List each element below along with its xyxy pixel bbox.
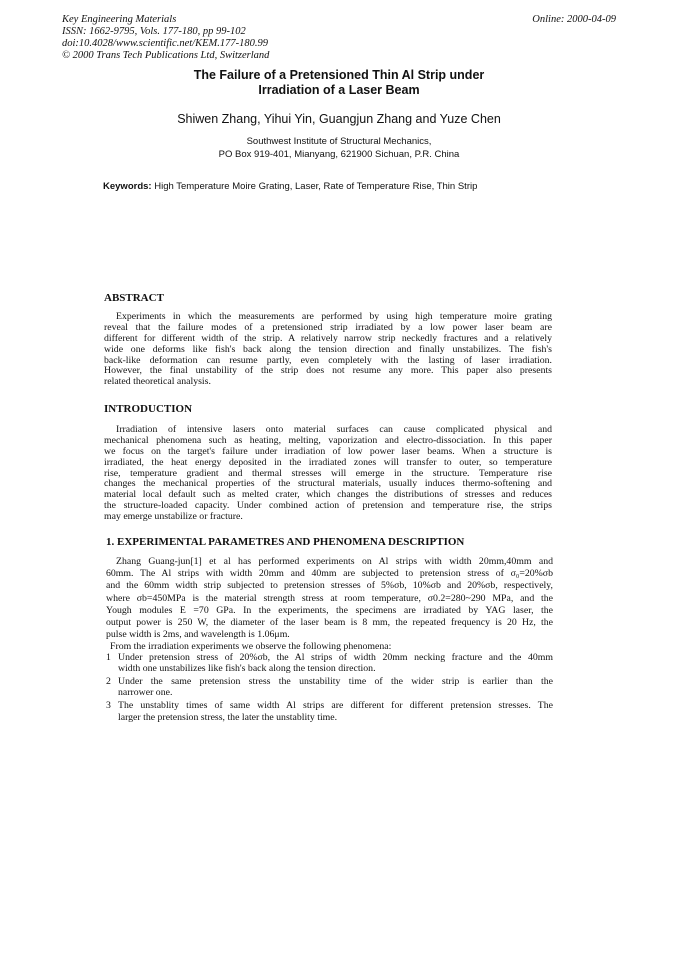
abstract-line: Experiments in which the measurements are performed by using high temperature moire grating <box>116 311 552 322</box>
introduction-heading: INTRODUCTION <box>104 403 193 415</box>
phenomenon-item-1-cont: width one unstabilizes like fish's back along the tension direction. <box>118 663 376 675</box>
keywords-text: High Temperature Moire Grating, Laser, Rate of Temperature Rise, Thin Strip <box>154 181 478 192</box>
abstract-line: different for different width of the strip. A relatively narrow strip neckedly fractures and a relatively <box>104 332 552 344</box>
section-1-line: 60mm. The Al strips with width 20mm and 40mm are subjected to pretension stress of σ₀=20%σb <box>106 568 553 580</box>
section-1-line: pulse width is 2ms, and wavelength is 1.06μm. <box>106 629 290 641</box>
title-line-1: The Failure of a Pretensioned Thin Al Strip under <box>193 68 485 82</box>
abstract-line: back-like deformation can resume partly, even completely with the lasting of laser irradiation. <box>104 354 552 366</box>
introduction-line: material local default such as melted crater, which changes the distributions of stresses and reduces <box>104 489 552 501</box>
keywords <box>103 180 477 193</box>
abstract-line: reveal that the failure modes of a pretensioned strip irradiated by a low power laser beam are <box>104 321 552 333</box>
online-date: Online: 2000-04-09 <box>532 14 616 25</box>
section-1-body <box>106 556 553 725</box>
introduction-line: the structure-loaded capacity. Under combined action of pretension and temperature rise, the strips <box>104 500 552 512</box>
introduction-line: rise, temperature gradient and thermal stresses will emerge in the structure. Temperature rise <box>104 467 552 479</box>
introduction-line: Irradiation of intensive lasers onto material surfaces can cause complicated physical and <box>116 424 552 435</box>
section-1-heading: 1. EXPERIMENTAL PARAMETRES AND PHENOMENA DESCRIPTION <box>106 536 465 548</box>
abstract-heading: ABSTRACT <box>104 292 164 304</box>
affiliation <box>0 135 678 161</box>
item-text: Under pretension stress of 20%σb, the Al strips of width 20mm necking fracture and the 40mm <box>118 652 553 664</box>
phenomenon-item-3 <box>106 700 553 712</box>
paper-title <box>0 68 678 98</box>
affiliation-line-2: PO Box 919-401, Mianyang, 621900 Sichuan, P.R. China <box>218 149 460 160</box>
journal-name: Key Engineering Materials <box>62 14 177 25</box>
introduction-line: mechanical phenomena such as heating, melting, vaporization and electro-dissociation. In this paper <box>104 434 552 446</box>
section-1-line: and the 60mm width strip subjected to pretension stresses of 5%σb, 10%σb and 20%σb, respectively, <box>106 580 553 592</box>
introduction-line: changes the mechanical properties of the structural materials, usually induces thermo-softening and <box>104 478 552 490</box>
abstract-line: However, the final unstability of the strip does not resume any more. This paper also presents <box>104 365 552 377</box>
phenomenon-item-1 <box>106 652 553 663</box>
abstract-line: wide one deforms like fish's back along the tension direction and finally unstabilizes. The fish's <box>104 343 552 355</box>
affiliation-line-1: Southwest Institute of Structural Mechanics, <box>246 136 432 147</box>
item-number: 1 <box>106 652 111 664</box>
copyright-line: © 2000 Trans Tech Publications Ltd, Switzerland <box>62 50 270 61</box>
section-1-line: From the irradiation experiments we observe the following phenomena: <box>110 641 392 653</box>
item-text: The unstablity times of same width Al strips are different for different pretension stresses. The <box>118 700 553 712</box>
abstract-body <box>104 312 552 388</box>
keywords-label: Keywords: <box>103 181 152 192</box>
introduction-body <box>104 425 552 523</box>
item-number: 3 <box>106 700 111 712</box>
phenomenon-item-3-cont: larger the pretension stress, the later the unstablity time. <box>118 712 338 724</box>
introduction-line: may emerge unstabilize or fracture. <box>104 511 243 523</box>
item-number: 2 <box>106 676 111 688</box>
issn-line: ISSN: 1662-9795, Vols. 177-180, pp 99-102 <box>62 26 246 37</box>
abstract-line: related theoretical analysis. <box>104 376 211 388</box>
item-text: Under the same pretension stress the unstability time of the wider strip is earlier than the <box>118 676 553 688</box>
section-1-line: Zhang Guang-jun[1] et al has performed experiments on Al strips with width 20mm,40mm and <box>116 556 553 567</box>
section-1-line: output power is 250 W, the diameter of the laser beam is 8 mm, the repeated frequency is 20 Hz, the <box>106 616 553 628</box>
title-line-2: Irradiation of a Laser Beam <box>258 83 420 97</box>
journal-header <box>62 14 269 62</box>
introduction-line: we focus on the target's failure under irradiation of low power laser beams. When a structure is <box>104 445 552 457</box>
phenomenon-item-2-cont: narrower one. <box>118 687 173 699</box>
section-1-line: Yough modules E =70 GPa. In the experiments, the specimens are irradiated by YAG laser, the <box>106 604 553 616</box>
section-1-line: where σb=450MPa is the material strength stress at room temperature, σ0.2=280~290 MPa, and the <box>106 592 553 604</box>
introduction-line: irradiated, the heat energy deposited in the irradiated zones will transfer to outer, so temperature <box>104 456 552 468</box>
author-list: Shiwen Zhang, Yihui Yin, Guangjun Zhang and Yuze Chen <box>177 112 501 126</box>
phenomenon-item-2 <box>106 676 553 687</box>
doi-line: doi:10.4028/www.scientific.net/KEM.177-180.99 <box>62 38 268 49</box>
